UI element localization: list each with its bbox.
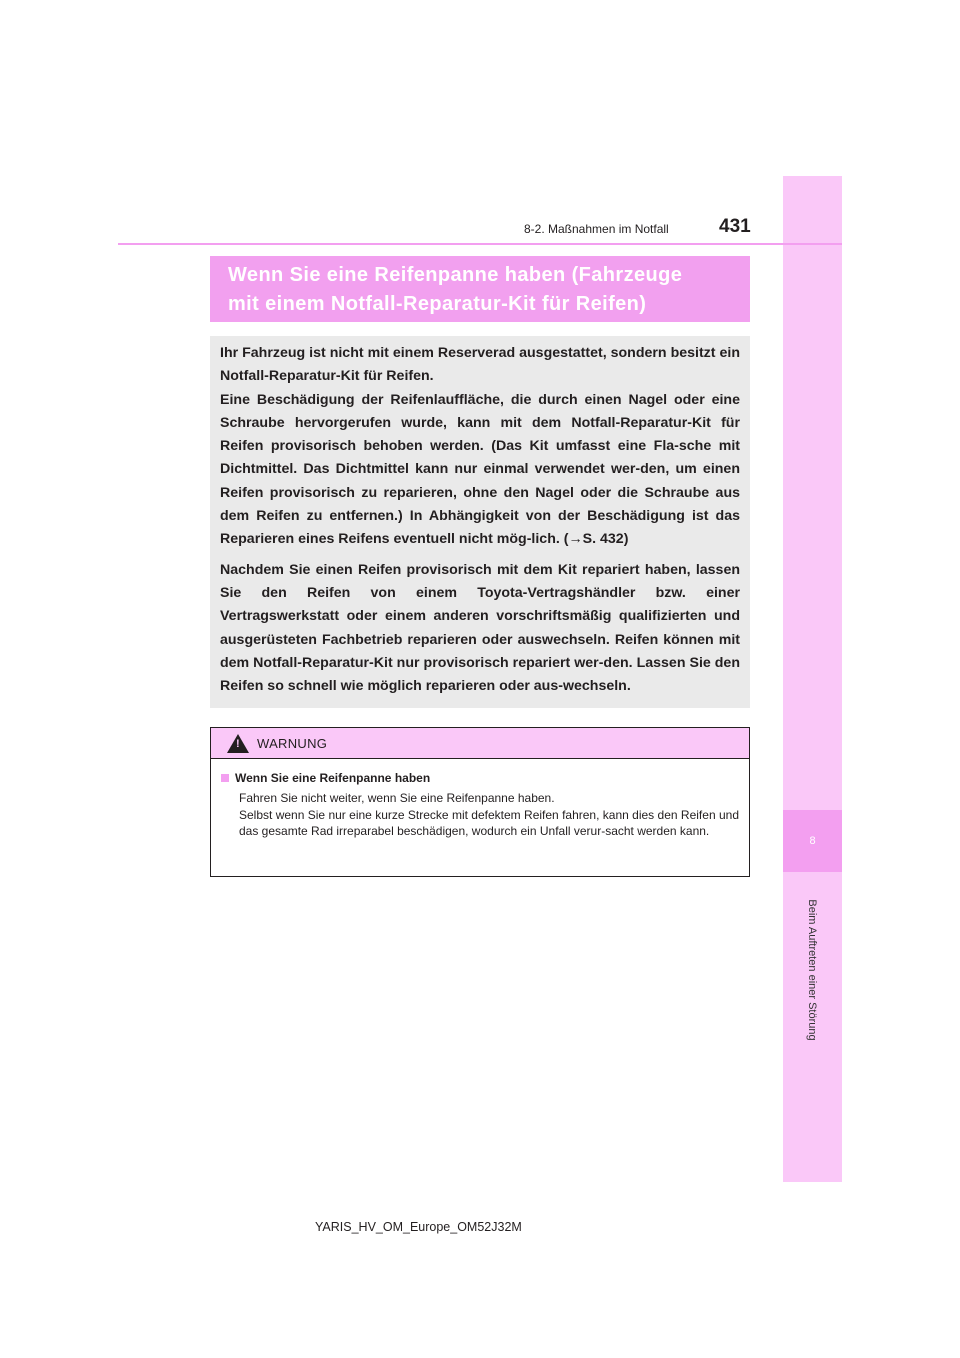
warning-text [239,790,739,840]
warning-header [211,728,749,759]
page-number: 431 [719,216,751,237]
intro-box [210,336,750,708]
warning-text-line-1: Fahren Sie nicht weiter, wenn Sie eine Reifenpanne haben. [239,791,555,805]
chapter-title: Beim Auftreten einer Störung [806,899,818,1041]
intro-paragraph-1: Ihr Fahrzeug ist nicht mit einem Reserverad ausgestattet, sondern besitzt ein Notfall-Reparatur-Kit für Reifen. [220,345,740,385]
intro-paragraph-2-text: Eine Beschädigung der Reifenlauffläche, die durch einen Nagel oder eine Schraube hervorgerufen wurde, kann mit dem Notfall-Reparatur-Kit für Reifen provisorisch behoben werden. (Das Kit umfasst eine Fla-sche mit Dichtmittel. Das Dichtmittel kann nur einmal verwendet wer-den, um einen Reifen provisorisch zu reparieren, ohne den Nagel oder die Schraube aus dem Reifen zu entfernen.) In Abhängigkeit von der Beschädigung ist das Reparieren eines Reifens eventuell nicht mög-lich. ( [220,391,740,548]
section-title-box [210,256,750,322]
warning-heading-text: Wenn Sie eine Reifenpanne haben [235,771,431,785]
section-title-line-2: mit einem Notfall-Reparatur-Kit für Reifen) [228,293,647,315]
footer-document-id: YARIS_HV_OM_Europe_OM52J32M [315,1220,522,1234]
warning-text-line-2: Selbst wenn Sie nur eine kurze Strecke mit defektem Reifen fahren, kann dies den Reifen und das gesamte Rad irreparabel beschädigen, wodurch ein Unfall verur-sacht werden kann. [239,807,739,838]
warning-triangle-icon: ! [227,734,249,753]
intro-paragraph-3: Nachdem Sie einen Reifen provisorisch mit dem Kit repariert haben, lassen Sie den Reifen von einem Toyota-Vertragshändler bzw. einer Vertragswerkstatt oder einem anderen vorschriftsmäßig qualifizierten und ausgerüsteten Fachbetrieb reparieren oder auswechseln. Reifen können mit dem Notfall-Reparatur-Kit nur provisorisch repariert wer-den. Lassen Sie den Reifen so schnell wie möglich reparieren oder aus-wechseln. [220,561,740,695]
warning-box [210,727,750,877]
section-title-line-1: Wenn Sie eine Reifenpanne haben (Fahrzeuge [228,264,683,286]
chapter-number: 8 [783,810,842,872]
header-divider [118,243,842,245]
warning-label: WARNUNG [257,735,328,751]
square-bullet-icon [221,774,229,782]
page-reference-link[interactable]: →S. 432) [568,531,629,548]
warning-heading [221,771,739,785]
header-section-title: 8-2. Maßnahmen im Notfall [524,222,669,236]
warning-body [211,759,749,840]
intro-paragraph-2 [220,389,740,552]
